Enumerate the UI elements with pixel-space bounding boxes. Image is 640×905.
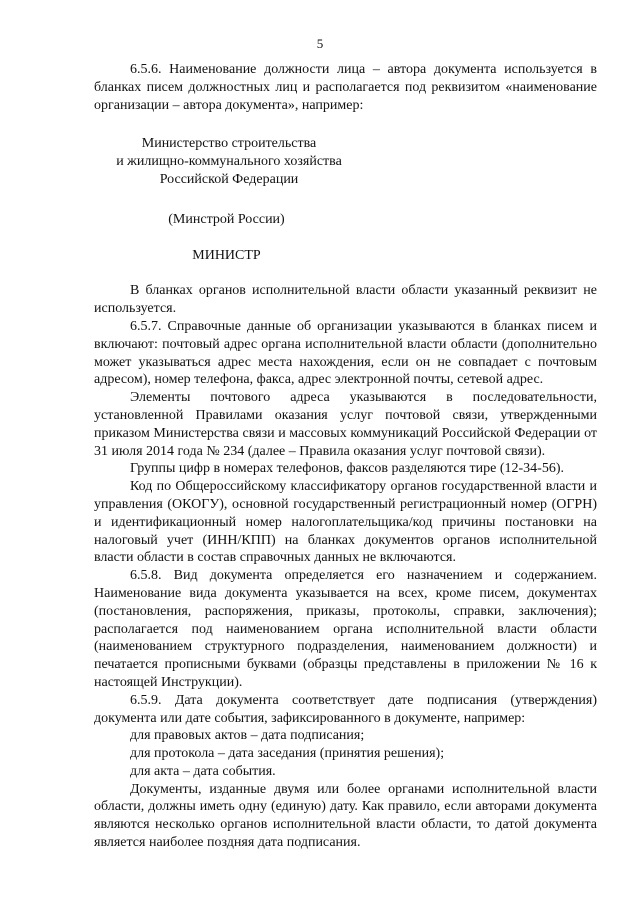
example-position-title: МИНИСТР: [192, 247, 261, 263]
paragraph: В бланках органов исполнительной власти области указанный реквизит не используется.: [94, 283, 597, 317]
paragraph-6-5-8: 6.5.8. Вид документа определяется его назначением и содержанием. Наименование вида документа указывается на всех, кроме писем, документах (постановления, распоряжения, приказы, протоколы, справки, заключения); располагается под наименованием органа исполнительной власти области (наименованием структурного подразделения, наименованием должности) и печатается прописными буквами (образцы представлены в приложении № 16 к настоящей Инструкции).: [94, 568, 597, 690]
org-line: Российской Федерации: [159, 171, 299, 187]
paragraph: Группы цифр в номерах телефонов, факсов разделяются тире (12-34-56).: [130, 461, 564, 477]
example-organization-name: [94, 135, 364, 188]
paragraph: Код по Общероссийскому классификатору органов государственной власти и управления (ОКОГУ), основной государственный регистрационный номер (ОГРН) и идентификационный номер налогоплательщика/код причины постановки на налоговый учет (ИНН/КПП) на бланках документов органов исполнительной власти области в состав справочных данных не включаются.: [94, 479, 597, 566]
paragraphs: [94, 282, 597, 852]
document-body: [94, 61, 597, 852]
page-number: 5: [316, 36, 324, 51]
paragraph-6-5-9: 6.5.9. Дата документа соответствует дате подписания (утверждения) документа или дате события, зафиксированного в документе, например:: [94, 692, 597, 726]
org-line: Министерство строительства: [141, 136, 317, 152]
list-item: для правовых актов – дата подписания;: [130, 728, 365, 744]
paragraph: Документы, изданные двумя или более органами исполнительной власти области, должны иметь одну (единую) дату. Как правило, если авторами документа являются несколько органов исполнительной власти области, то датой документа является наиболее поздняя дата подписания.: [94, 781, 597, 851]
example-short-name: (Минстрой России): [168, 211, 285, 227]
example-letterhead: [94, 135, 597, 264]
paragraph-6-5-7: 6.5.7. Справочные данные об организации указываются в бланках писем и включают: почтовый адрес органа исполнительной власти области (дополнительно может указываться адрес места нахождения, если он не совпадает с почтовым адресом), номер телефона, факса, адрес электронной почты, сетевой адрес.: [94, 318, 597, 388]
list-item: для акта – дата события.: [130, 763, 276, 779]
org-line: и жилищно-коммунального хозяйства: [116, 154, 342, 170]
paragraph-6-5-6: 6.5.6. Наименование должности лица – автора документа используется в бланках писем должностных лиц и располагается под реквизитом «наименование организации – автора документа», например:: [94, 62, 597, 113]
list-item: для протокола – дата заседания (принятия решения);: [130, 746, 445, 762]
paragraph: Элементы почтового адреса указываются в последовательности, установленной Правилами оказания услуг почтовой связи, утвержденными приказом Министерства связи и массовых коммуникаций Российской Федерации от 31 июля 2014 года № 234 (далее – Правила оказания услуг почтовой связи).: [94, 390, 597, 459]
